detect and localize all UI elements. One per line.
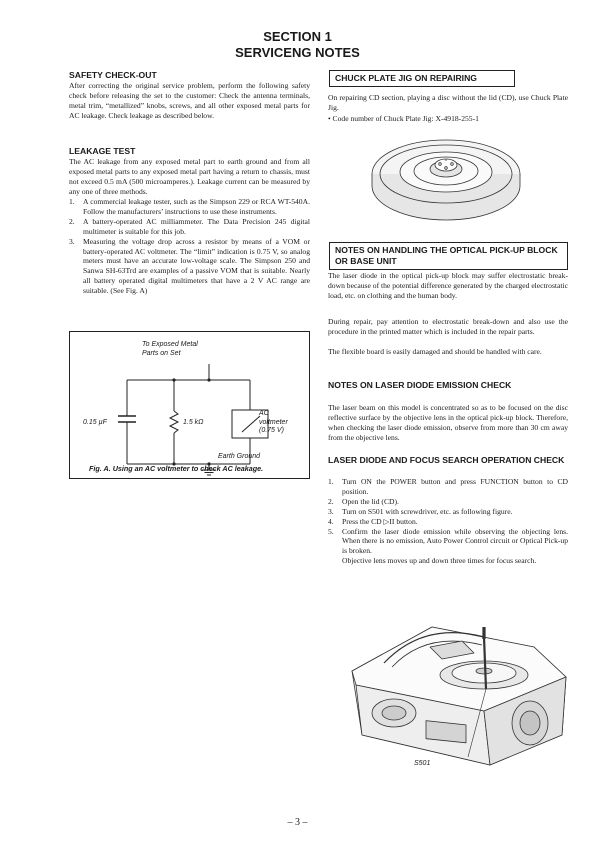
list-item: 3. Measuring the voltage drop across a resistor by means of a VOM or battery-operated AC voltmeter. The “limit” indication is 0.75 V, so analog meters must have an accurate low-voltage scale. The Simpson 250 and Sanwa SH-63Trd are examples of a passive VOM that is suitable. Nearly all battery operated digital multimeters that have a 2 V AC range are suitable. (See Fig. A) — [69, 236, 310, 296]
page-title: SERVICENG NOTES — [235, 45, 360, 60]
optical-paragraph-1: The laser diode in the optical pick-up block may suffer electrostatic break-down because of the potential difference generated by the charged electrostatic load, etc. on clothing and the human body. — [328, 271, 568, 300]
focus-check-steps — [328, 477, 568, 566]
s501-label: S501 — [414, 760, 431, 767]
optical-paragraph-3: The flexible board is easily damaged and should be handled with care. — [328, 347, 542, 356]
list-item: 4. Press the CD ▷II button. — [328, 516, 418, 526]
resistor-label: 1.5 kΩ — [183, 419, 204, 426]
figure-a-caption: Fig. A. Using an AC voltmeter to check AC leakage. — [89, 464, 264, 473]
leakage-text: The AC leakage from any exposed metal part to earth ground and from all exposed metal parts to any exposed metal part having a return to chassis, must not exceed 0.5 mA (500 microamperes.). Leakage current can be measured by any one of three methods. — [69, 157, 310, 196]
list-item: 1. A commercial leakage tester, such as the Simpson 229 or RCA WT-540A. Follow the manufacturers’ instructions to use these instruments. — [69, 197, 310, 216]
focus-check-heading: LASER DIODE AND FOCUS SEARCH OPERATION CHECK — [328, 455, 565, 465]
list-item: 1. Turn ON the POWER button and press FUNCTION button to CD position. — [328, 477, 568, 496]
capacitor-label: 0.15 µF — [83, 419, 107, 426]
laser-emission-heading: NOTES ON LASER DIODE EMISSION CHECK — [328, 380, 512, 390]
safety-heading: SAFETY CHECK-OUT — [69, 70, 157, 80]
list-item: Objective lens moves up and down three times for focus search. — [342, 556, 537, 566]
chuck-plate-code: • Code number of Chuck Plate Jig: X-4918-255-1 — [328, 114, 479, 123]
optical-pickup-heading: NOTES ON HANDLING THE OPTICAL PICK-UP BLOCK OR BASE UNIT — [329, 242, 568, 270]
chuck-plate-text: On repairing CD section, playing a disc without the lid (CD), use Chuck Plate Jig. — [328, 93, 568, 112]
leakage-heading: LEAKAGE TEST — [69, 146, 136, 156]
safety-text: After correcting the original service problem, perform the following safety check before releasing the set to the customer: Check the antenna terminals, metal trim, “metallized” knobs, screws, and all other exposed metal parts for AC leakage. Check leakage as described below. — [69, 81, 310, 120]
page-number: – 3 – — [287, 817, 308, 828]
leakage-methods-list — [69, 197, 310, 296]
optical-paragraph-2: During repair, pay attention to electrostatic break-down and also use the procedure in the printed matter which is included in the repair parts. — [328, 317, 568, 336]
section-number: SECTION 1 — [263, 29, 332, 44]
list-item: 2. Open the lid (CD). — [328, 496, 399, 506]
voltmeter-label: AC voltmeter (0.75 V) — [259, 410, 288, 434]
laser-emission-text: The laser beam on this model is concentrated so as to be focused on the disc reflective surface by the objective lens in the optical pick-up block. Therefore, when checking the laser diode emission, observe from more than 30 cm away from the objective lens. — [328, 403, 568, 442]
figure-a-frame — [69, 331, 310, 479]
exposed-metal-label: To Exposed Metal Parts on Set — [142, 341, 198, 357]
chuck-plate-jig-illustration — [368, 134, 524, 224]
device-s501-illustration — [334, 607, 574, 777]
list-item: 3. Turn on S501 with screwdriver, etc. as following figure. — [328, 506, 513, 516]
list-item: 2. A battery-operated AC milliammeter. The Data Precision 245 digital multimeter is suitable for this job. — [69, 216, 310, 236]
chuck-plate-heading: CHUCK PLATE JIG ON REPAIRING — [329, 70, 515, 87]
list-item: 5. Confirm the laser diode emission while observing the objecting lens. When there is no emission, Auto Power Control circuit or Optical Pick-up is broken. — [328, 526, 568, 556]
earth-ground-label: Earth Ground — [218, 453, 261, 460]
